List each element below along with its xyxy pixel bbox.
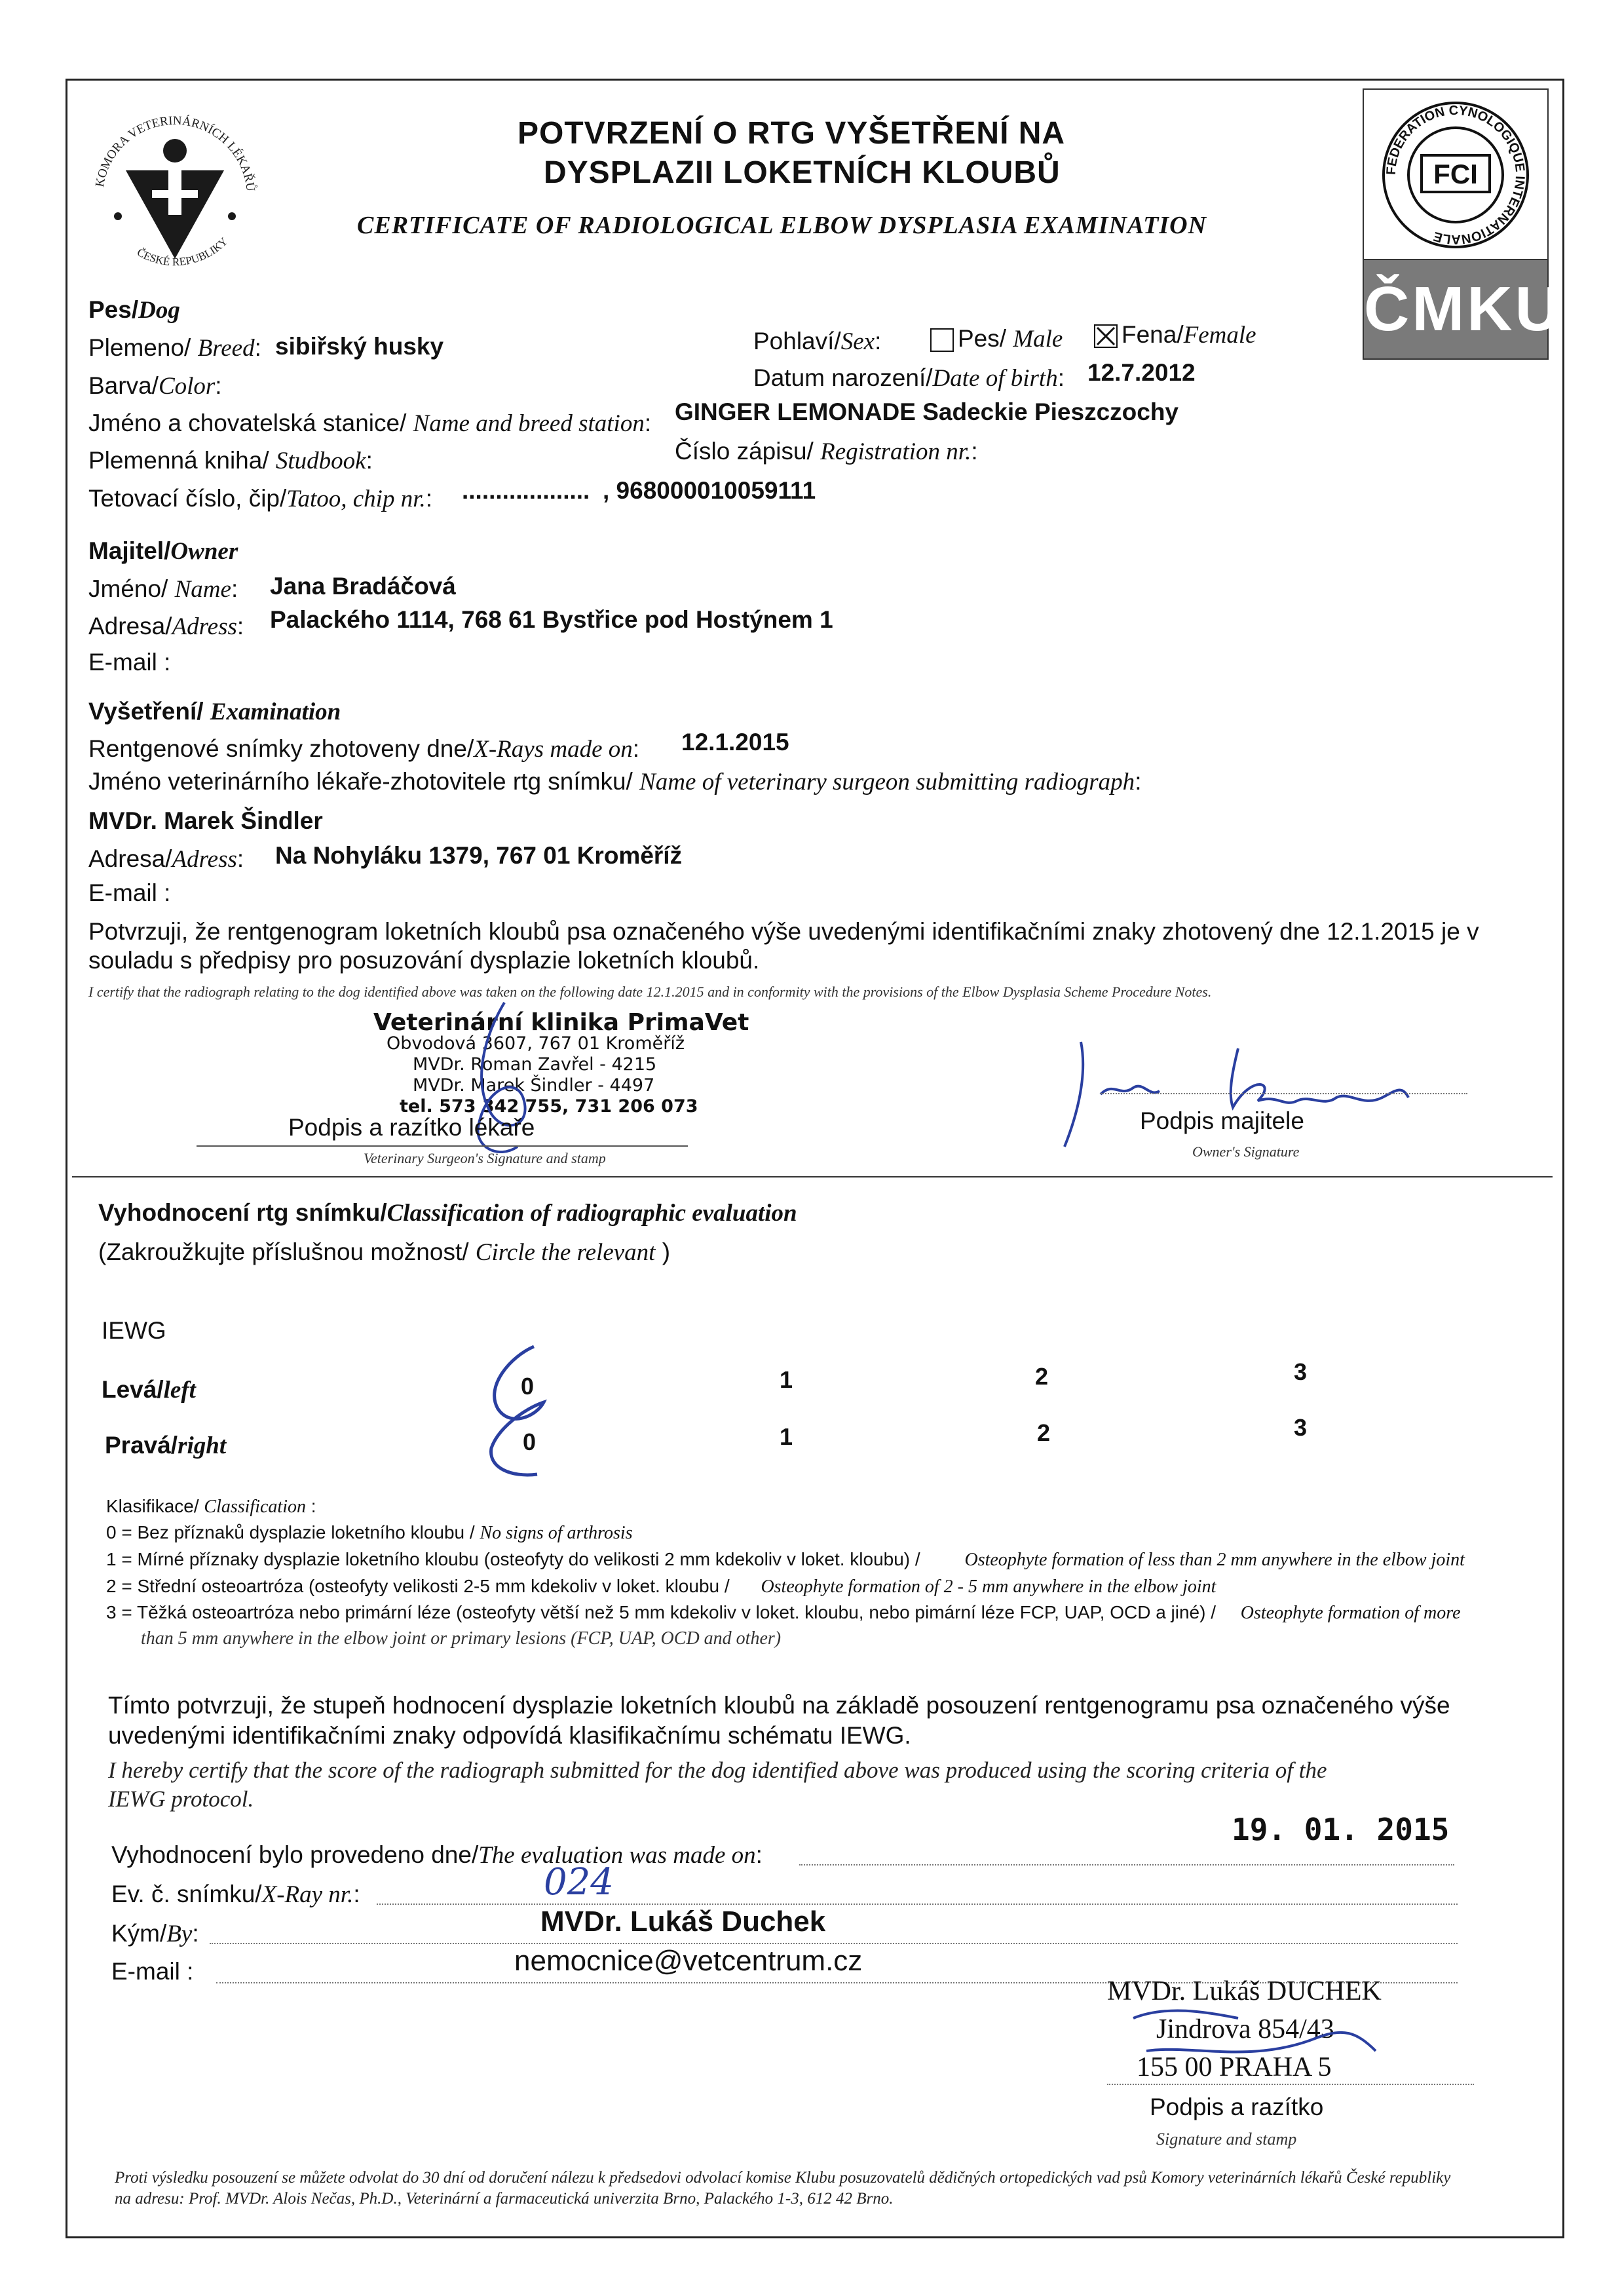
breed-label: Plemeno/ Breed:: [88, 334, 261, 362]
by-value: MVDr. Lukáš Duchek: [540, 1905, 826, 1938]
owner-name-label: Jméno/ Name:: [88, 575, 238, 603]
cert-email-label: E-mail :: [111, 1958, 194, 1985]
left-grade-3[interactable]: 3: [1294, 1358, 1308, 1385]
evaluator-signature-label-en: Signature and stamp: [1156, 2130, 1297, 2149]
vet-signature-label: Podpis a razítko lékaře: [288, 1114, 535, 1141]
left-grade-1[interactable]: 1: [780, 1366, 793, 1393]
owner-signature-label-en: Owner's Signature: [1192, 1143, 1300, 1160]
right-grade-1[interactable]: 1: [780, 1423, 793, 1450]
classification-item-2: 2 = Střední osteoartróza (osteofyty velikosti 2-5 mm kdekoliv v loket. kloubu / Osteophyte formation of 2 - 5 mm anywhere in the elbow joint: [106, 1576, 1216, 1597]
check-x-icon: [1095, 326, 1116, 347]
vet-stamp-doctor-1: MVDr. Roman Zavřel - 4215: [413, 1054, 657, 1075]
subtitle: CERTIFICATE OF RADIOLOGICAL ELBOW DYSPLASIA EXAMINATION: [357, 212, 1207, 239]
right-grade-0[interactable]: 0: [523, 1428, 537, 1455]
sex-male-option[interactable]: Pes/ Male: [930, 325, 1063, 353]
evaluation-instruction: (Zakroužkujte příslušnou možnost/ Circle the relevant ): [98, 1238, 671, 1266]
owner-email-label: E-mail :: [88, 649, 171, 676]
xray-nr-line: [377, 1904, 1458, 1905]
color-label: Barva/Color:: [88, 372, 222, 400]
title-line-1: POTVRZENÍ O RTG VYŠETŘENÍ NA: [518, 116, 1066, 151]
cmku-logo-text: ČMKU: [1364, 274, 1563, 344]
breed-value: sibiřský husky: [275, 333, 444, 360]
evaluator-signature-label: Podpis a razítko: [1150, 2094, 1324, 2120]
owner-address-value: Palackého 1114, 768 61 Bystřice pod Hostýnem 1: [270, 606, 833, 633]
dog-name-value: GINGER LEMONADE Sadeckie Pieszczochy: [675, 398, 1179, 425]
by-line: [210, 1943, 1458, 1944]
evaluator-stamp-street: Jindrova 854/43: [1156, 2014, 1334, 2044]
sex-male-checkbox[interactable]: [930, 328, 954, 352]
xray-nr-label: Ev. č. snímku/X-Ray nr.:: [111, 1881, 360, 1908]
evaluation-heading: Vyhodnocení rtg snímku/Classification of radiographic evaluation: [98, 1199, 797, 1227]
owner-signature-line: [1101, 1093, 1467, 1094]
owner-name-value: Jana Bradáčová: [270, 573, 456, 600]
certification-text-en: I hereby certify that the score of the radiograph submitted for the dog identified above was produced using the scoring criteria of the IEWG protocol.: [108, 1757, 1327, 1812]
left-grade-0[interactable]: 0: [521, 1373, 535, 1400]
section-divider: [72, 1176, 1553, 1177]
vet-signature-label-en: Veterinary Surgeon's Signature and stamp: [364, 1150, 606, 1166]
xray-date-value: 12.1.2015: [681, 729, 789, 756]
classification-label: Klasifikace/ Classification :: [106, 1496, 316, 1517]
svg-text:KOMORA VETERINÁRNÍCH LÉKAŘŮ: KOMORA VETERINÁRNÍCH LÉKAŘŮ: [92, 113, 257, 193]
name-station-label: Jméno a chovatelská stanice/ Name and breed station:: [88, 410, 652, 437]
classification-item-3: 3 = Těžká osteoartróza nebo primární léze (osteofyty větší než 5 mm kdekoliv v loket. kloubu, nebo pimární léze FCP, UAP, OCD a jiné) / Osteophyte formation of more: [106, 1602, 1461, 1623]
title-line-2: DYSPLAZII LOKETNÍCH KLOUBŮ: [544, 155, 1061, 190]
dog-section-heading: Pes/Dog: [88, 296, 180, 324]
tattoo-dots: ...................: [462, 477, 590, 504]
left-grade-2[interactable]: 2: [1035, 1363, 1049, 1390]
exam-section-heading: Vyšetření/ Examination: [88, 698, 341, 725]
evaluator-signature: [1107, 1992, 1382, 2097]
xray-nr-value: 024: [544, 1861, 614, 1904]
right-grade-3[interactable]: 3: [1294, 1414, 1308, 1441]
sex-female-checkbox[interactable]: [1094, 324, 1118, 348]
svg-text:FCI: FCI: [1433, 159, 1478, 189]
owner-signature-label: Podpis majitele: [1140, 1107, 1304, 1134]
dob-value: 12.7.2012: [1087, 359, 1196, 386]
by-label: Kým/By:: [111, 1920, 199, 1947]
right-elbow-label: Pravá/right: [105, 1432, 227, 1459]
grade-circle-mark: [472, 1337, 576, 1481]
evaluator-signature-line: [1107, 2084, 1474, 2085]
classification-item-1: 1 = Mírné příznaky dysplazie loketního kloubu (osteofyty do velikosti 2 mm kdekoliv v loket. kloubu) / Osteophyte formation of less than 2 mm anywhere in the elbow joint: [106, 1549, 1465, 1570]
vet-signature-line: [197, 1145, 688, 1147]
vet-name-label: Jméno veterinárního lékaře-zhotovitele rtg snímku/ Name of veterinary surgeon submitting radiograph:: [88, 768, 1142, 795]
kvl-logo: [80, 98, 270, 288]
left-elbow-label: Levá/left: [102, 1376, 196, 1404]
evaluator-stamp-name: MVDr. Lukáš DUCHEK: [1107, 1976, 1382, 2006]
vet-address-value: Na Nohyláku 1379, 767 01 Kroměříž: [275, 842, 683, 869]
sex-female-option[interactable]: Fena/Female: [1094, 321, 1256, 349]
registration-label: Číslo zápisu/ Registration nr.:: [675, 438, 978, 465]
tattoo-label: Tetovací číslo, čip/Tatoo, chip nr.:: [88, 485, 433, 512]
vet-stamp-doctor-2: MVDr. Marek Šindler - 4497: [413, 1075, 655, 1096]
cert-email-value: nemocnice@vetcentrum.cz: [514, 1945, 863, 1977]
eval-date-value: 19. 01. 2015: [1232, 1812, 1450, 1847]
dob-label: Datum narození/Date of birth:: [753, 364, 1065, 392]
vet-stamp-address: Obvodová 3607, 767 01 Kroměříž: [387, 1033, 685, 1054]
radiograph-confirmation-cz: Potvrzuji, že rentgenogram loketních kloubů psa označeného výše uvedenými identifikačními znaky zhotovený dne 12.1.2015 je v souladu s předpisy pro posuzování dysplazie loketních kloubů.: [88, 918, 1479, 974]
evaluator-stamp-city: 155 00 PRAHA 5: [1137, 2052, 1332, 2082]
classification-item-0: 0 = Bez příznaků dysplazie loketního kloubu / No signs of arthrosis: [106, 1522, 633, 1543]
owner-section-heading: Majitel/Owner: [88, 537, 238, 565]
studbook-label: Plemenná kniha/ Studbook:: [88, 447, 373, 474]
vet-stamp-clinic: Veterinární klinika PrimaVet: [373, 1009, 749, 1036]
radiograph-confirmation-en: I certify that the radiograph relating to the dog identified above was taken on the following date 12.1.2015 and in conformity with the provisions of the Elbow Dysplasia Scheme Procedure Notes.: [88, 984, 1212, 1000]
cmku-logo: [1363, 259, 1563, 360]
svg-text:ČESKÉ REPUBLIKY: ČESKÉ REPUBLIKY: [135, 235, 231, 269]
right-grade-2[interactable]: 2: [1037, 1419, 1051, 1446]
eval-date-line: [799, 1864, 1454, 1866]
vet-email-label: E-mail :: [88, 879, 171, 906]
classification-item-3-cont: than 5 mm anywhere in the elbow joint or primary lesions (FCP, UAP, OCD and other): [141, 1628, 782, 1649]
sex-label: Pohlaví/Sex:: [753, 328, 882, 355]
svg-text:FEDERATION CYNOLOGIQUE INTERNA: FEDERATION CYNOLOGIQUE INTERNATIONALE: [1384, 103, 1528, 247]
eval-date-label: Vyhodnocení bylo provedeno dne/The evaluation was made on:: [111, 1841, 763, 1869]
fci-logo: [1363, 88, 1549, 261]
appeal-footer: Proti výsledku posouzení se můžete odvolat do 30 dní od doručení nálezu k předsedovi odvolací komise Klubu posuzovatelů dědičných ortopedických vad psů Komory veterinárních lékařů České republiky na adresu: Prof. MVDr. Alois Nečas, Ph.D., Veterinární a farmaceutická univerzita Brno, Palackého 1-3, 612 42 Brno.: [115, 2169, 1451, 2208]
vet-stamp-phone: tel. 573 342 755, 731 206 073: [400, 1096, 698, 1117]
xray-date-label: Rentgenové snímky zhotoveny dne/X-Rays made on:: [88, 735, 640, 763]
chip-value: , 968000010059111: [603, 477, 816, 504]
owner-address-label: Adresa/Adress:: [88, 613, 244, 640]
vet-name-value: MVDr. Marek Šindler: [88, 807, 323, 834]
certification-text-cz: Tímto potvrzuji, že stupeň hodnocení dysplazie loketních kloubů na základě posouzení rentgenogramu psa označeného výše uvedenými identifikačními znaky odpovídá klasifikačnímu schématu IEWG.: [108, 1692, 1450, 1749]
iewg-label: IEWG: [102, 1317, 166, 1344]
vet-address-label: Adresa/Adress:: [88, 845, 244, 873]
